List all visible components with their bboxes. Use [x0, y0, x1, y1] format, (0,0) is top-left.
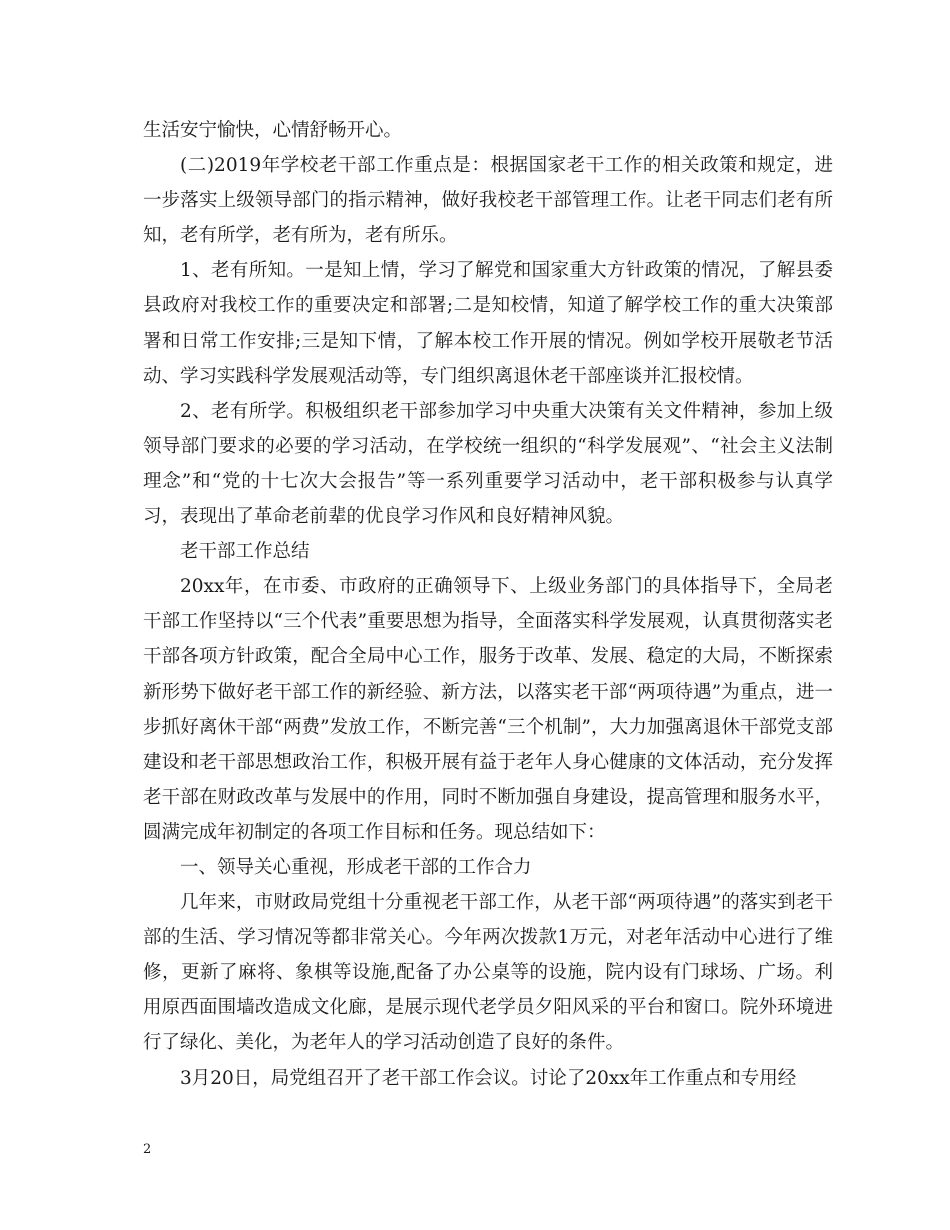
paragraph: (二)2019年学校老干部工作重点是：根据国家老干工作的相关政策和规定，进一步落实上级领导部门的指示精神，做好我校老干部管理工作。让老干同志们老有所知，老有所学，老有所为，老有所乐。 [143, 155, 833, 247]
paragraph: 20xx年，在市委、市政府的正确领导下、上级业务部门的具体指导下，全局老干部工作坚持以“三个代表”重要思想为指导，全面落实科学发展观，认真贯彻落实老干部各项方针政策，配合全局中心工作，服务于改革、发展、稳定的大局，不断探索新形势下做好老干部工作的新经验、新方法，以落实老干部“两项待遇”为重点，进一步抓好离休干部“两费”发放工作，不断完善“三个机制”，大力加强离退休干部党支部建设和老干部思想政治工作，积极开展有益于老年人身心健康的文体活动，充分发挥老干部在财政改革与发展中的作用，同时不断加强自身建设，提高管理和服务水平，圆满完成年初制定的各项工作目标和任务。现总结如下： [143, 576, 833, 843]
section-heading: 一、领导关心重视，形成老干部的工作合力 [180, 856, 532, 878]
paragraph: 3月20日，局党组召开了老干部工作会议。讨论了20xx年工作重点和专用经 [180, 1067, 797, 1089]
paragraph: 1、老有所知。一是知上情，学习了解党和国家重大方针政策的情况，了解县委县政府对我校工作的重要决定和部署;二是知校情，知道了解学校工作的重大决策部署和日常工作安排;三是知下情，了解本校工作开展的情况。例如学校开展敬老节活动、学习实践科学发展观活动等，专门组织离退休老干部座谈并汇报校情。 [143, 260, 833, 387]
paragraph: 几年来，市财政局党组十分重视老干部工作，从老干部“两项待遇”的落实到老干部的生活、学习情况等都非常关心。今年两次拨款1万元，对老年活动中心进行了维修，更新了麻将、象棋等设施,配备了办公桌等的设施，院内设有门球场、广场。利用原西面围墙改造成文化廊，是展示现代老学员夕阳风采的平台和窗口。院外环境进行了绿化、美化，为老年人的学习活动创造了良好的条件。 [143, 892, 833, 1054]
paragraph: 2、老有所学。积极组织老干部参加学习中央重大决策有关文件精神，参加上级领导部门要求的必要的学习活动，在学校统一组织的“科学发展观”、“社会主义法制理念”和“党的十七次大会报告”等一系列重要学习活动中，老干部积极参与认真学习，表现出了革命老前辈的优良学习作风和良好精神风貌。 [143, 400, 833, 528]
page-number: 2 [143, 1142, 152, 1157]
document-body [143, 113, 833, 1096]
section-heading: 老干部工作总结 [180, 541, 310, 563]
paragraph: 生活安宁愉快，心情舒畅开心。 [143, 120, 403, 141]
